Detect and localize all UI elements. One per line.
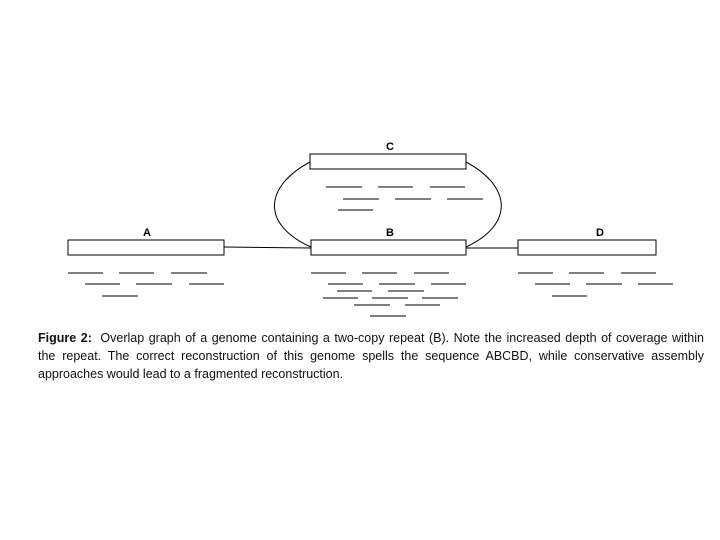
- segment-label-d: D: [596, 227, 604, 239]
- reads-segment-a: [68, 273, 224, 296]
- reads-segment-c: [326, 187, 483, 210]
- reads-segment-d: [518, 273, 673, 296]
- figure-caption: [38, 329, 704, 383]
- reads-segment-b: [311, 273, 466, 316]
- segment-box-b: [311, 240, 466, 255]
- segment-box-d: [518, 240, 656, 255]
- segment-label-a: A: [143, 227, 151, 239]
- segment-box-c: [310, 154, 466, 169]
- segment-label-c: C: [386, 141, 394, 153]
- edge-c-to-b: [466, 162, 501, 247]
- segment-label-b: B: [386, 227, 394, 239]
- segment-box-a: [68, 240, 224, 255]
- edge-b-to-c: [274, 162, 311, 247]
- figure-caption-label: Figure 2:: [38, 331, 92, 345]
- edge-a-b: [224, 247, 311, 248]
- figure-caption-text: Overlap graph of a genome containing a two-copy repeat (B). Note the increased depth of coverage within the repeat. The correct reconstruction of this genome spells the sequence ABCBD, while conservative assembly approaches would lead to a fragmented reconstruction.: [38, 331, 704, 381]
